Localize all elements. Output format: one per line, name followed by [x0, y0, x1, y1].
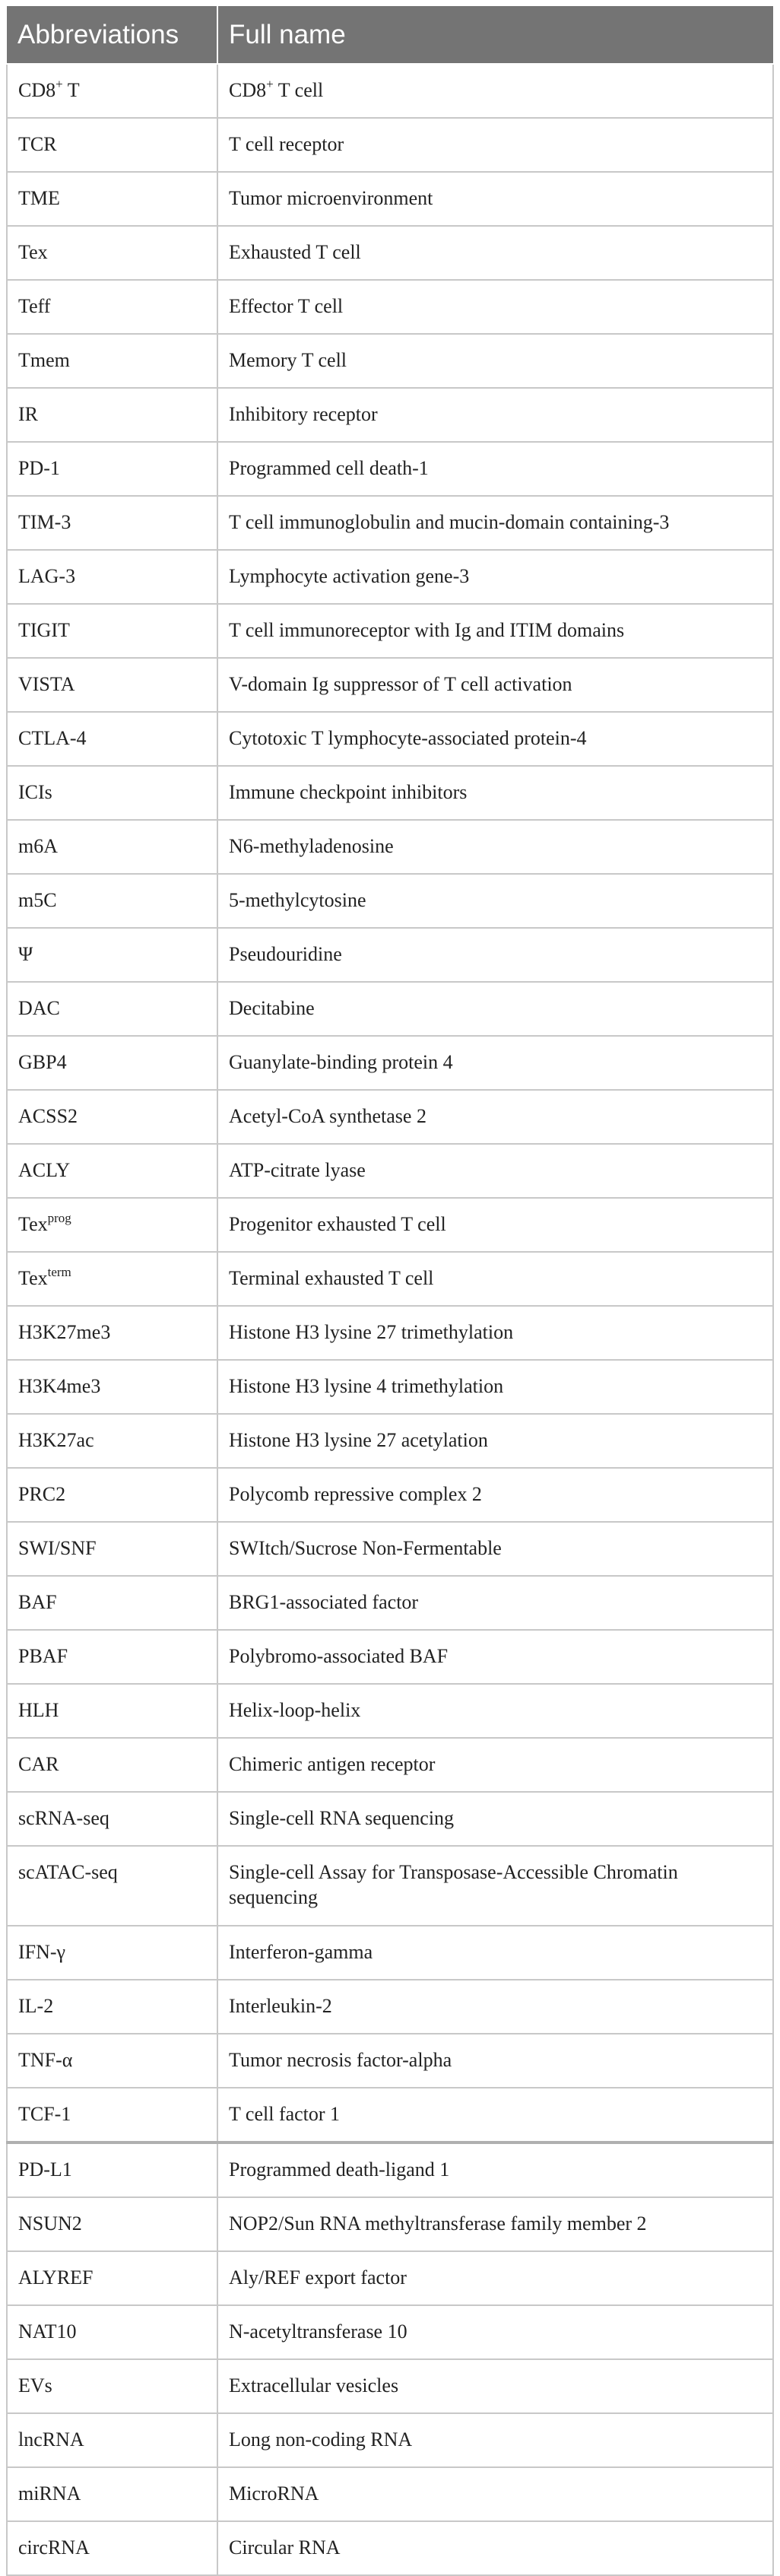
full-name-text: Aly/REF export factor: [229, 2266, 407, 2289]
abbreviation-cell: [7, 658, 217, 712]
abbreviation-cell: [7, 1684, 217, 1738]
full-name-text: Guanylate-binding protein 4: [229, 1051, 453, 1073]
full-name-text: Chimeric antigen receptor: [229, 1753, 436, 1775]
table-row: [7, 1522, 773, 1576]
full-name-cell: [217, 2413, 773, 2467]
full-name-cell: [217, 2142, 773, 2197]
abbreviation-text: m5C: [18, 889, 57, 911]
abbreviation-superscript: prog: [47, 1211, 71, 1225]
abbreviation-cell: [7, 820, 217, 874]
full-name-cell: [217, 928, 773, 982]
full-name-text: Acetyl-CoA synthetase 2: [229, 1105, 426, 1127]
abbreviation-cell: [7, 1252, 217, 1306]
abbreviation-cell: [7, 874, 217, 928]
abbreviation-cell: [7, 1576, 217, 1630]
abbreviation-cell: [7, 2359, 217, 2413]
full-name-cell: [217, 874, 773, 928]
table-row: [7, 1360, 773, 1414]
table-row: [7, 1036, 773, 1090]
table-row: [7, 820, 773, 874]
table-row: [7, 1468, 773, 1522]
full-name-text: T cell receptor: [229, 133, 344, 155]
full-name-cell: [217, 2467, 773, 2521]
abbreviation-cell: [7, 1090, 217, 1144]
abbreviation-text: Tex: [18, 241, 48, 263]
full-name-text: Immune checkpoint inhibitors: [229, 781, 468, 803]
full-name-cell: [217, 604, 773, 658]
abbreviation-cell: [7, 442, 217, 496]
table-row: [7, 1576, 773, 1630]
abbreviation-text: VISTA: [18, 673, 75, 695]
table-row: [7, 604, 773, 658]
table-row: [7, 2251, 773, 2305]
abbreviation-cell: [7, 766, 217, 820]
full-name-cell: [217, 982, 773, 1036]
table-row: [7, 766, 773, 820]
full-name-text: Interleukin-2: [229, 1995, 332, 2017]
full-name-cell: [217, 1738, 773, 1792]
full-name-cell: [217, 658, 773, 712]
abbreviation-text: m6A: [18, 835, 58, 857]
table-row: [7, 1980, 773, 2034]
full-name-cell: [217, 1468, 773, 1522]
full-name-cell: [217, 2305, 773, 2359]
full-name-cell: [217, 496, 773, 550]
full-name-text: Polycomb repressive complex 2: [229, 1483, 482, 1505]
full-name-text: Tumor necrosis factor-alpha: [229, 2049, 452, 2071]
table-row: [7, 982, 773, 1036]
full-name-text: Pseudouridine: [229, 943, 342, 965]
abbreviation-cell: [7, 118, 217, 172]
table-row: [7, 2305, 773, 2359]
table-row: [7, 64, 773, 118]
abbreviation-text: Tex: [18, 1213, 48, 1235]
abbreviation-cell: [7, 1198, 217, 1252]
abbreviation-text: lncRNA: [18, 2428, 84, 2451]
full-name-text: Single-cell RNA sequencing: [229, 1807, 455, 1829]
abbreviation-cell: [7, 2034, 217, 2088]
full-name-text: Tumor microenvironment: [229, 187, 433, 209]
abbreviation-cell: [7, 1630, 217, 1684]
abbreviation-text: IR: [18, 403, 38, 425]
full-name-cell: [217, 1360, 773, 1414]
table-row: [7, 172, 773, 226]
table-row: [7, 442, 773, 496]
table-row: [7, 2034, 773, 2088]
abbreviation-text: ACSS2: [18, 1105, 78, 1127]
abbreviation-text: CTLA-4: [18, 727, 87, 749]
full-name-text: Cytotoxic T lymphocyte-associated protein-4: [229, 727, 587, 749]
full-name-text: T cell immunoglobulin and mucin-domain containing-3: [229, 511, 670, 533]
full-name-cell: [217, 280, 773, 334]
abbreviation-text: IFN-γ: [18, 1941, 66, 1963]
full-name-cell: [217, 820, 773, 874]
full-name-text: Terminal exhausted T cell: [229, 1267, 434, 1289]
full-name-suffix: T cell: [273, 79, 324, 101]
table-row: [7, 2197, 773, 2251]
abbreviation-cell: [7, 388, 217, 442]
full-name-cell: [217, 1792, 773, 1846]
abbreviation-text: scRNA-seq: [18, 1807, 109, 1829]
full-name-cell: [217, 1144, 773, 1198]
full-name-cell: [217, 550, 773, 604]
abbreviation-cell: [7, 550, 217, 604]
full-name-cell: [217, 1926, 773, 1980]
full-name-text: Interferon-gamma: [229, 1941, 373, 1963]
table-row: [7, 2142, 773, 2197]
abbreviations-table: [6, 6, 774, 2576]
full-name-cell: [217, 442, 773, 496]
full-name-cell: [217, 1684, 773, 1738]
abbreviation-text: NSUN2: [18, 2212, 82, 2235]
abbreviation-text: ALYREF: [18, 2266, 94, 2289]
abbreviation-cell: [7, 64, 217, 118]
full-name-text: Effector T cell: [229, 295, 344, 317]
full-name-text: Extracellular vesicles: [229, 2374, 399, 2397]
table-row: [7, 658, 773, 712]
abbreviation-cell: [7, 496, 217, 550]
full-name-cell: [217, 712, 773, 766]
abbreviation-suffix: T: [62, 79, 80, 101]
abbreviation-cell: [7, 280, 217, 334]
table-row: [7, 496, 773, 550]
header-row: [7, 6, 773, 64]
abbreviation-cell: [7, 1522, 217, 1576]
abbreviation-text: PD-L1: [18, 2158, 72, 2181]
abbreviation-cell: [7, 1846, 217, 1926]
abbreviation-text: H3K4me3: [18, 1375, 101, 1397]
abbreviation-text: BAF: [18, 1591, 57, 1613]
abbreviation-superscript: +: [55, 77, 63, 91]
full-name-cell: [217, 388, 773, 442]
table-row: [7, 2088, 773, 2142]
table-row: [7, 1144, 773, 1198]
abbreviation-text: circRNA: [18, 2536, 90, 2559]
abbreviation-cell: [7, 712, 217, 766]
full-name-text: Programmed cell death-1: [229, 457, 429, 479]
full-name-text: MicroRNA: [229, 2482, 319, 2505]
table-row: [7, 1198, 773, 1252]
abbreviation-cell: [7, 172, 217, 226]
table-row: [7, 1090, 773, 1144]
abbreviation-text: miRNA: [18, 2482, 81, 2505]
abbreviation-text: TCF-1: [18, 2103, 71, 2125]
abbreviation-cell: [7, 1306, 217, 1360]
full-name-text: NOP2/Sun RNA methyltransferase family member 2: [229, 2212, 647, 2235]
table-row: [7, 226, 773, 280]
abbreviation-superscript: term: [47, 1265, 71, 1279]
full-name-text: Progenitor exhausted T cell: [229, 1213, 446, 1235]
full-name-text: Lymphocyte activation gene-3: [229, 565, 470, 587]
abbreviation-cell: [7, 2251, 217, 2305]
full-name-text: CD8: [229, 79, 267, 101]
abbreviation-text: GBP4: [18, 1051, 67, 1073]
abbreviation-text: SWI/SNF: [18, 1537, 97, 1559]
full-name-text: BRG1-associated factor: [229, 1591, 419, 1613]
full-name-cell: [217, 2359, 773, 2413]
abbreviation-text: scATAC-seq: [18, 1861, 118, 1883]
full-name-cell: [217, 766, 773, 820]
table-row: [7, 712, 773, 766]
abbreviation-cell: [7, 1468, 217, 1522]
abbreviation-cell: [7, 2467, 217, 2521]
abbreviation-cell: [7, 1792, 217, 1846]
full-name-superscript: +: [266, 77, 274, 91]
full-name-cell: [217, 2034, 773, 2088]
abbreviation-cell: [7, 2088, 217, 2142]
table-body: [7, 64, 773, 2575]
table-row: [7, 874, 773, 928]
abbreviation-cell: [7, 1360, 217, 1414]
full-name-cell: [217, 1414, 773, 1468]
full-name-text: ATP-citrate lyase: [229, 1159, 366, 1181]
abbreviation-text: DAC: [18, 997, 60, 1019]
abbreviation-text: H3K27ac: [18, 1429, 94, 1451]
abbreviation-cell: [7, 226, 217, 280]
abbreviation-text: Tex: [18, 1267, 48, 1289]
abbreviation-text: Teff: [18, 295, 51, 317]
abbreviation-cell: [7, 2521, 217, 2575]
abbreviation-text: PD-1: [18, 457, 60, 479]
abbreviation-cell: [7, 2305, 217, 2359]
table-row: [7, 1306, 773, 1360]
header-abbreviations: Abbreviations: [7, 6, 217, 64]
abbreviation-cell: [7, 1144, 217, 1198]
table-row: [7, 1738, 773, 1792]
abbreviation-text: TCR: [18, 133, 57, 155]
table-row: [7, 928, 773, 982]
full-name-text: T cell immunoreceptor with Ig and ITIM domains: [229, 619, 625, 641]
table-row: [7, 2521, 773, 2575]
abbreviation-text: ICIs: [18, 781, 52, 803]
full-name-cell: [217, 2197, 773, 2251]
full-name-text: Histone H3 lysine 4 trimethylation: [229, 1375, 504, 1397]
full-name-text: Memory T cell: [229, 349, 347, 371]
full-name-text: Decitabine: [229, 997, 315, 1019]
full-name-cell: [217, 172, 773, 226]
table-row: [7, 280, 773, 334]
full-name-cell: [217, 2521, 773, 2575]
table-header: [7, 6, 773, 64]
abbreviation-cell: [7, 1036, 217, 1090]
full-name-text: N-acetyltransferase 10: [229, 2320, 407, 2343]
abbreviation-text: Tmem: [18, 349, 70, 371]
table-row: [7, 1846, 773, 1926]
abbreviation-text: LAG-3: [18, 565, 76, 587]
abbreviation-text: TME: [18, 187, 60, 209]
abbreviation-cell: [7, 334, 217, 388]
full-name-text: Polybromo-associated BAF: [229, 1645, 449, 1667]
abbreviation-text: CD8: [18, 79, 56, 101]
full-name-text: SWItch/Sucrose Non-Fermentable: [229, 1537, 502, 1559]
abbreviation-cell: [7, 2197, 217, 2251]
table-row: [7, 2413, 773, 2467]
full-name-cell: [217, 1306, 773, 1360]
abbreviation-cell: [7, 604, 217, 658]
full-name-cell: [217, 118, 773, 172]
full-name-cell: [217, 226, 773, 280]
abbreviation-text: NAT10: [18, 2320, 77, 2343]
full-name-cell: [217, 1252, 773, 1306]
abbreviation-text: EVs: [18, 2374, 52, 2397]
abbreviation-text: TNF-α: [18, 2049, 73, 2071]
header-full-name: Full name: [217, 6, 773, 64]
abbreviation-text: Ψ: [18, 943, 33, 965]
full-name-cell: [217, 1198, 773, 1252]
full-name-text: Single-cell Assay for Transposase-Accessible Chromatin sequencing: [229, 1861, 678, 1908]
table-row: [7, 1414, 773, 1468]
abbreviation-cell: [7, 928, 217, 982]
full-name-cell: [217, 1576, 773, 1630]
abbreviation-cell: [7, 2142, 217, 2197]
full-name-text: Long non-coding RNA: [229, 2428, 413, 2451]
full-name-text: Histone H3 lysine 27 trimethylation: [229, 1321, 514, 1343]
table-row: [7, 1684, 773, 1738]
abbreviation-cell: [7, 1926, 217, 1980]
full-name-text: Circular RNA: [229, 2536, 341, 2559]
table-row: [7, 2467, 773, 2521]
table-row: [7, 1252, 773, 1306]
abbreviation-text: PRC2: [18, 1483, 66, 1505]
abbreviation-cell: [7, 982, 217, 1036]
table-row: [7, 334, 773, 388]
table-row: [7, 388, 773, 442]
table-row: [7, 2359, 773, 2413]
full-name-text: Inhibitory receptor: [229, 403, 378, 425]
abbreviation-text: CAR: [18, 1753, 59, 1775]
abbreviation-text: IL-2: [18, 1995, 54, 2017]
full-name-text: Helix-loop-helix: [229, 1699, 361, 1721]
full-name-text: Exhausted T cell: [229, 241, 361, 263]
full-name-cell: [217, 1036, 773, 1090]
full-name-text: T cell factor 1: [229, 2103, 341, 2125]
full-name-cell: [217, 1090, 773, 1144]
full-name-text: V-domain Ig suppressor of T cell activation: [229, 673, 572, 695]
abbreviation-cell: [7, 1980, 217, 2034]
abbreviation-text: TIGIT: [18, 619, 70, 641]
table-row: [7, 1630, 773, 1684]
full-name-cell: [217, 1522, 773, 1576]
abbreviation-text: TIM-3: [18, 511, 71, 533]
abbreviation-cell: [7, 1738, 217, 1792]
full-name-text: 5-methylcytosine: [229, 889, 366, 911]
full-name-cell: [217, 2088, 773, 2142]
full-name-text: Programmed death-ligand 1: [229, 2158, 450, 2181]
abbreviation-text: ACLY: [18, 1159, 71, 1181]
abbreviation-text: H3K27me3: [18, 1321, 111, 1343]
abbreviation-cell: [7, 1414, 217, 1468]
full-name-cell: [217, 2251, 773, 2305]
abbreviation-cell: [7, 2413, 217, 2467]
abbreviation-text: PBAF: [18, 1645, 68, 1667]
full-name-cell: [217, 334, 773, 388]
full-name-cell: [217, 1980, 773, 2034]
full-name-cell: [217, 64, 773, 118]
full-name-cell: [217, 1630, 773, 1684]
full-name-cell: [217, 1846, 773, 1926]
abbreviation-text: HLH: [18, 1699, 59, 1721]
table-row: [7, 550, 773, 604]
full-name-text: Histone H3 lysine 27 acetylation: [229, 1429, 488, 1451]
table-row: [7, 118, 773, 172]
table-row: [7, 1926, 773, 1980]
full-name-text: N6-methyladenosine: [229, 835, 394, 857]
table-row: [7, 1792, 773, 1846]
